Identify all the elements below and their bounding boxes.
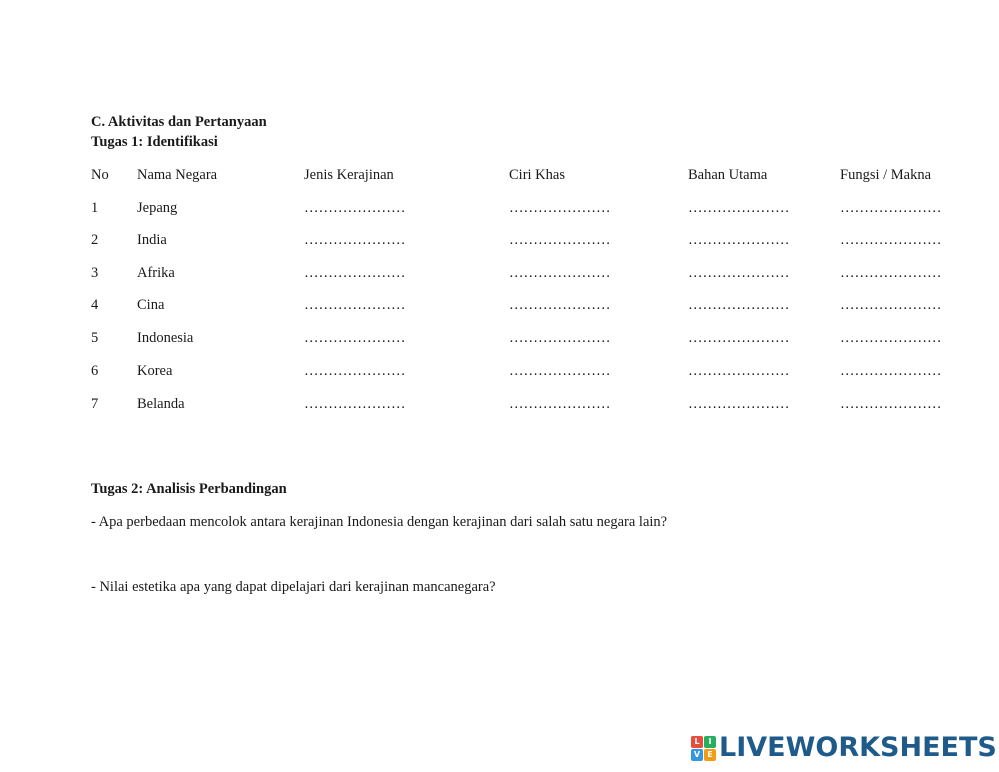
row-number: 1 — [91, 200, 99, 216]
header-country: Nama Negara — [137, 167, 218, 183]
blank-craft-type[interactable]: ………………… — [304, 200, 406, 216]
blank-material[interactable]: ………………… — [688, 297, 790, 313]
blank-craft-type[interactable]: ………………… — [304, 330, 406, 346]
blank-craft-type[interactable]: ………………… — [304, 396, 406, 412]
logo-tile-e: E — [704, 749, 716, 761]
logo-tile-i: I — [704, 736, 716, 748]
header-no: No — [91, 167, 109, 183]
row-number: 6 — [91, 363, 99, 379]
blank-material[interactable]: ………………… — [688, 363, 790, 379]
blank-characteristic[interactable]: ………………… — [509, 363, 611, 379]
country-name: Indonesia — [137, 330, 194, 346]
header-material: Bahan Utama — [688, 167, 768, 183]
blank-material[interactable]: ………………… — [688, 396, 790, 412]
blank-material[interactable]: ………………… — [688, 200, 790, 216]
blank-function[interactable]: ………………… — [840, 297, 942, 313]
logo-tile-v: V — [691, 749, 703, 761]
blank-characteristic[interactable]: ………………… — [509, 396, 611, 412]
country-name: Jepang — [137, 200, 178, 216]
liveworksheets-logo-icon — [691, 736, 715, 760]
blank-characteristic[interactable]: ………………… — [509, 297, 611, 313]
blank-craft-type[interactable]: ………………… — [304, 297, 406, 313]
question-2: - Nilai estetika apa yang dapat dipelajari dari kerajinan mancanegara? — [91, 579, 496, 595]
country-name: Korea — [137, 363, 173, 379]
blank-material[interactable]: ………………… — [688, 232, 790, 248]
blank-characteristic[interactable]: ………………… — [509, 330, 611, 346]
blank-function[interactable]: ………………… — [840, 396, 942, 412]
row-number: 7 — [91, 396, 99, 412]
row-number: 5 — [91, 330, 99, 346]
blank-characteristic[interactable]: ………………… — [509, 265, 611, 281]
country-name: Afrika — [137, 265, 175, 281]
task2-title: Tugas 2: Analisis Perbandingan — [91, 481, 287, 497]
country-name: Cina — [137, 297, 165, 313]
blank-craft-type[interactable]: ………………… — [304, 232, 406, 248]
blank-craft-type[interactable]: ………………… — [304, 363, 406, 379]
header-characteristic: Ciri Khas — [509, 167, 565, 183]
row-number: 4 — [91, 297, 99, 313]
country-name: India — [137, 232, 167, 248]
question-1: - Apa perbedaan mencolok antara kerajinan Indonesia dengan kerajinan dari salah satu negara lain? — [91, 514, 668, 530]
liveworksheets-logo[interactable] — [691, 733, 997, 763]
blank-material[interactable]: ………………… — [688, 330, 790, 346]
blank-material[interactable]: ………………… — [688, 265, 790, 281]
blank-function[interactable]: ………………… — [840, 200, 942, 216]
section-title: C. Aktivitas dan Pertanyaan — [91, 114, 267, 130]
header-function: Fungsi / Makna — [840, 167, 932, 183]
blank-function[interactable]: ………………… — [840, 265, 942, 281]
header-craft-type: Jenis Kerajinan — [304, 167, 394, 183]
blank-function[interactable]: ………………… — [840, 363, 942, 379]
logo-tile-l: L — [691, 736, 703, 748]
blank-craft-type[interactable]: ………………… — [304, 265, 406, 281]
logo-text: LIVEWORKSHEETS — [719, 732, 997, 763]
country-name: Belanda — [137, 396, 185, 412]
task1-title: Tugas 1: Identifikasi — [91, 134, 218, 150]
blank-function[interactable]: ………………… — [840, 330, 942, 346]
blank-function[interactable]: ………………… — [840, 232, 942, 248]
blank-characteristic[interactable]: ………………… — [509, 200, 611, 216]
row-number: 2 — [91, 232, 99, 248]
row-number: 3 — [91, 265, 99, 281]
blank-characteristic[interactable]: ………………… — [509, 232, 611, 248]
